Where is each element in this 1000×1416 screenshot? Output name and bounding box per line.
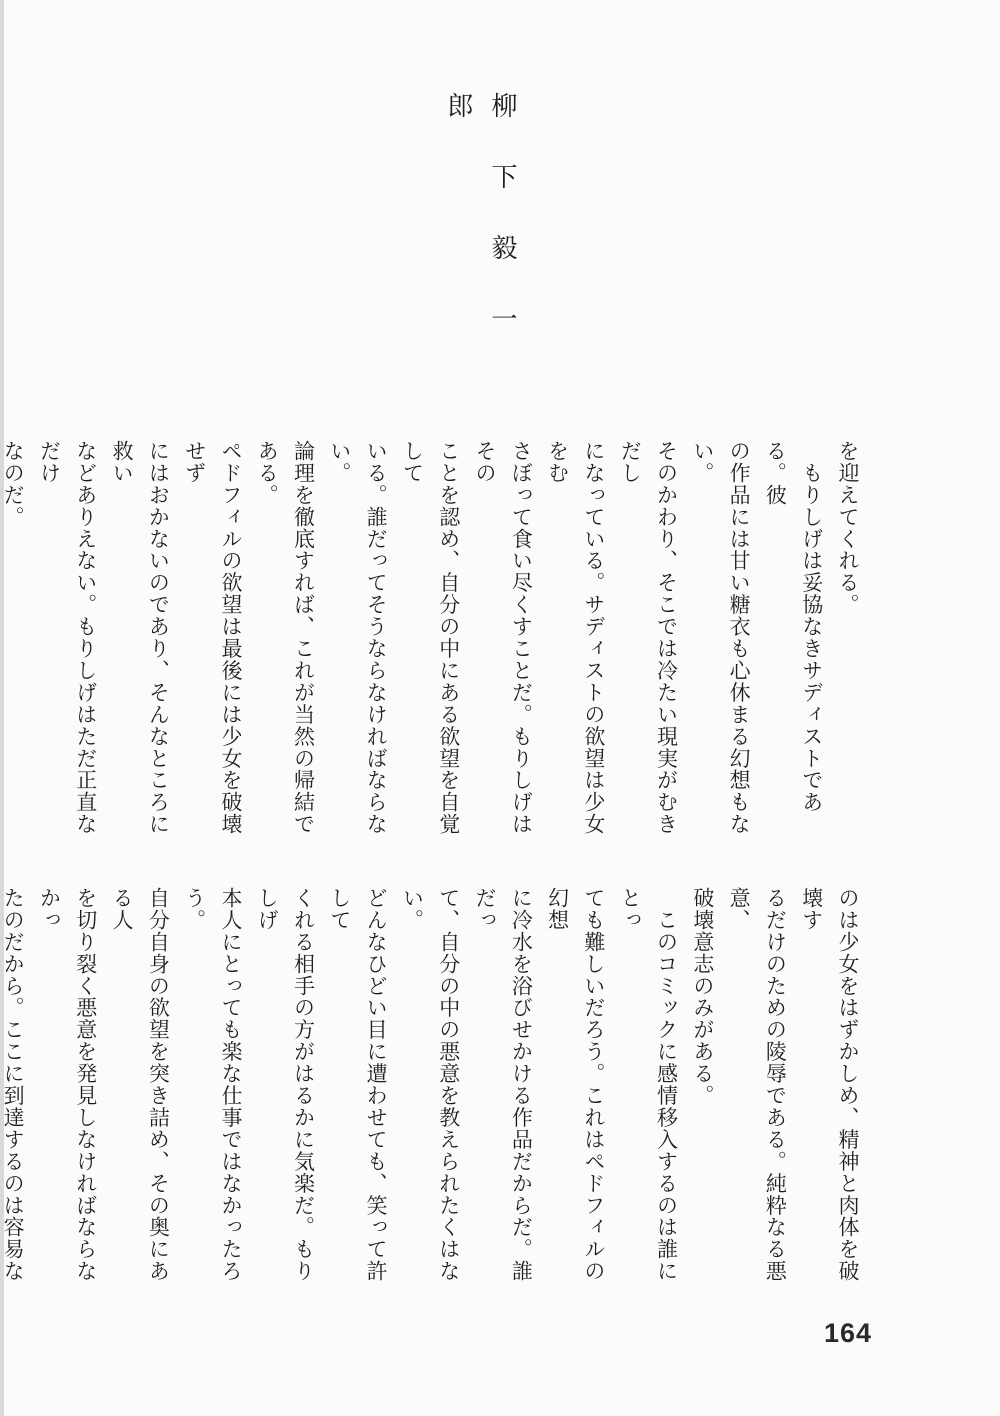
text-line: いる。誰だってそうならなければならない。 bbox=[327, 440, 389, 836]
text-line: どんなひどい目に遭わせても、笑って許して bbox=[327, 887, 389, 1283]
text-line: 破壊意志のみがある。 bbox=[690, 887, 715, 1107]
text-line: るだけのための陵辱である。純粋なる悪意、 bbox=[727, 887, 788, 1283]
text-line: そのかわり、そこでは冷たい現実がむきだし bbox=[618, 440, 679, 836]
text-line: になっている。サディストの欲望は少女をむ bbox=[545, 440, 606, 836]
text-line: に冷水を浴びせかける作品だからだ。誰だっ bbox=[473, 887, 534, 1283]
text-line: のは少女をはずかしめ、精神と肉体を破壊す bbox=[799, 887, 860, 1283]
text-line: ても難しいだろう。これはペドフィルの幻想 bbox=[545, 887, 606, 1283]
essay-text-bottom bbox=[1, 887, 866, 1297]
text-line: にはおかないのであり、そんなところに救い bbox=[110, 440, 171, 836]
text-line: さぼって食い尽くすことだ。もりしげはその bbox=[473, 440, 534, 836]
text-line: の作品には甘い糖衣も心休まる幻想もない。 bbox=[690, 440, 752, 836]
text-line: 論理を徹底すれば、これが当然の帰結である。 bbox=[255, 440, 316, 836]
text-line: ペドフィルの欲望は最後には少女を破壊せず bbox=[182, 440, 243, 836]
text-line: て、自分の中の悪意を教えられたくはない。 bbox=[400, 887, 461, 1283]
text-line: を迎えてくれる。 bbox=[836, 440, 860, 616]
author-name: 柳下毅一郎 bbox=[443, 92, 517, 376]
text-line: たのだから。ここに到達するのは容易な bbox=[1, 887, 26, 1283]
text-line: 自分自身の欲望を突き詰め、その奥にある人 bbox=[110, 887, 171, 1283]
text-line: を切り裂く悪意を発見しなければならなかっ bbox=[37, 887, 98, 1283]
text-line: なのだ。 bbox=[1, 440, 26, 528]
text-line: ことを認め、自分の中にある欲望を自覚して bbox=[400, 440, 461, 836]
text-line: このコミックに感情移入するのは誰にとっ bbox=[618, 887, 679, 1283]
page-number: 164 bbox=[824, 1318, 873, 1348]
text-line: くれる相手の方がはるかに気楽だ。もりしげ bbox=[255, 887, 316, 1283]
essay-text-top bbox=[1, 440, 866, 850]
text-line: もりしげは妥協なきサディストである。彼 bbox=[763, 440, 824, 814]
text-line: 本人にとっても楽な仕事ではなかったろう。 bbox=[182, 887, 243, 1283]
text-line: などありえない。もりしげはただ正直なだけ bbox=[37, 440, 98, 836]
